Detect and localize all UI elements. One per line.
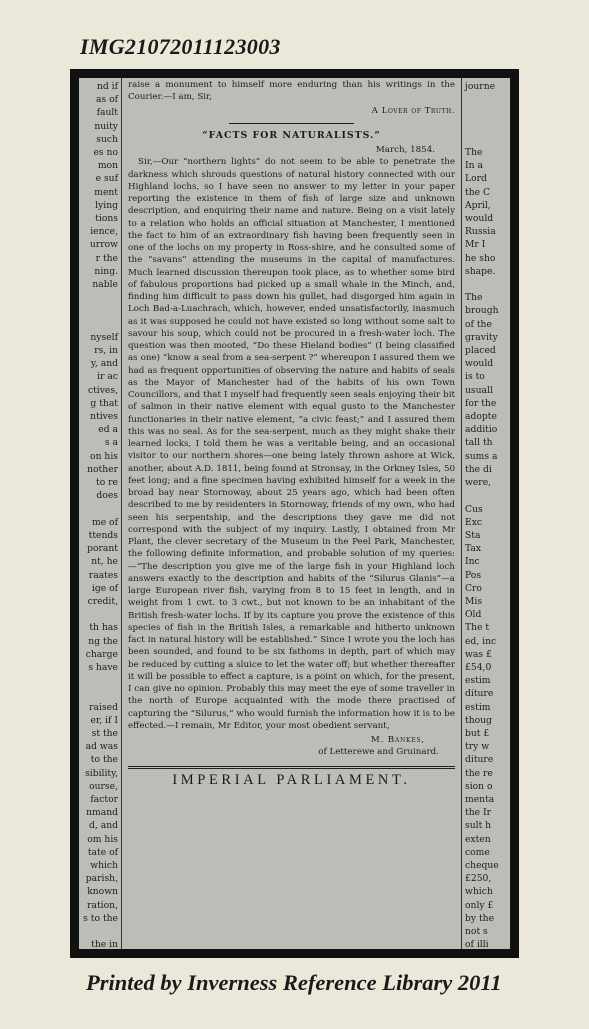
left-column-line: es no — [93, 147, 118, 159]
left-column-line: the in — [91, 939, 118, 949]
left-column-line: porant — [87, 543, 118, 555]
right-column-line: sult h — [465, 820, 492, 832]
left-column-line — [79, 674, 121, 687]
left-column-line: ctives, — [87, 384, 118, 396]
scan-frame — [70, 69, 519, 958]
right-column-line: ed, inc — [465, 635, 497, 647]
left-column-line: ed a — [98, 424, 118, 436]
right-column-line: Cro — [465, 582, 482, 594]
left-column-line: factor — [90, 793, 118, 805]
left-column-line: known — [87, 886, 118, 898]
right-column-line: Mr I — [465, 239, 486, 251]
section-divider — [128, 766, 455, 769]
left-column-line: ment — [94, 186, 118, 198]
right-column-line: In a — [465, 160, 483, 172]
right-column-line: the di — [465, 463, 492, 475]
right-column-line: Cus — [465, 503, 483, 515]
right-column-line: Mis — [465, 595, 483, 607]
left-column-line: raates — [88, 569, 118, 581]
left-column-line — [79, 687, 121, 700]
right-column-line: brough — [465, 305, 499, 317]
left-column-line: nable — [92, 279, 118, 291]
right-column-fragment — [461, 78, 510, 949]
right-column-line: placed — [465, 345, 496, 357]
right-column-line: April, — [465, 199, 491, 211]
right-column-line: Russia — [465, 226, 496, 238]
right-column-line: The t — [465, 622, 490, 634]
right-column-line — [462, 278, 510, 291]
right-column-line: by the — [465, 912, 495, 924]
left-column-line: th has — [89, 622, 118, 634]
right-column-line: diture — [465, 754, 494, 766]
right-column-line: come — [465, 846, 490, 858]
right-column-line — [462, 489, 510, 502]
right-column-line: for the — [465, 397, 497, 409]
right-column-line: adopte — [465, 411, 497, 423]
right-column-line: the re — [465, 767, 493, 779]
right-column-line: shape. — [465, 265, 496, 277]
left-column-line: er, if I — [90, 714, 118, 726]
footer-credit: Printed by Inverness Reference Library 2011 — [86, 970, 502, 995]
left-column-line: ntives — [90, 411, 118, 423]
right-column-line: exten — [465, 833, 491, 845]
left-column-line: fault — [96, 107, 118, 119]
right-column-line: the C — [465, 186, 490, 198]
right-column-line: were, — [465, 477, 492, 489]
right-column-line: diture — [465, 688, 494, 700]
right-column-line: Pos — [465, 569, 482, 581]
right-column-line: would — [465, 213, 494, 225]
right-column-line: menta — [465, 793, 495, 805]
right-column-line: journe — [465, 81, 496, 92]
right-column-line: he sho — [465, 252, 496, 264]
left-column-line: nyself — [90, 331, 118, 343]
left-column-line: to re — [96, 477, 118, 489]
right-column-line: Exc — [465, 516, 483, 528]
left-column-line: ning. — [94, 265, 118, 277]
left-column-line: om his — [87, 833, 118, 845]
left-column-line: parish, — [85, 873, 118, 885]
right-column-line: try w — [465, 741, 490, 753]
left-column-line: me of — [91, 516, 118, 528]
image-id-label: IMG21072011123003 — [80, 34, 281, 59]
right-column-line: The — [465, 292, 483, 304]
left-column-line: st the — [91, 727, 118, 739]
right-column-line: tall th — [465, 437, 493, 449]
left-column-line: charge — [85, 648, 118, 660]
right-column-line — [462, 120, 510, 133]
left-column-line: rs, in — [94, 345, 118, 357]
right-column-line: but £ — [465, 727, 490, 739]
right-column-line — [462, 93, 510, 106]
article-dateline: March, 1854. — [375, 145, 435, 155]
right-column-line: which — [465, 886, 493, 898]
signature-place: of Letterewe and Gruinard. — [318, 747, 439, 758]
right-column-line: Sta — [465, 529, 481, 541]
left-column-line: r the — [95, 252, 118, 264]
left-column-line: tate of — [87, 846, 118, 858]
left-column-line: ad was — [85, 741, 118, 753]
right-column-line: Lord — [465, 173, 487, 185]
right-column-line: Tax — [465, 543, 482, 555]
newspaper-clipping — [79, 78, 510, 949]
left-column-line: such — [96, 133, 118, 145]
left-column-line: nd if — [96, 81, 118, 92]
left-column-line: s have — [88, 661, 118, 673]
right-column-line: sion o — [465, 780, 493, 792]
right-column-line: of the — [465, 318, 492, 330]
signature-name: M. Bankes, — [370, 735, 425, 745]
left-column-line: sibility, — [85, 767, 118, 779]
left-column-line: urrow — [89, 239, 118, 251]
left-column-line: lying — [95, 199, 118, 211]
left-column-line: nother — [87, 463, 118, 475]
right-column-line: The — [465, 147, 483, 159]
left-column-line: ttends — [88, 529, 118, 541]
left-column-line: tions — [95, 213, 118, 225]
left-column-line: nuity — [94, 120, 118, 132]
left-column-line: s a — [104, 437, 118, 449]
left-column-line — [79, 318, 121, 331]
article-body: Sir,—Our “northern lights” do not seem to be able to penetrate the darkness which shrouds questions of natural history connected with our Highland lochs, so I have seen no answer to my letter in your paper reporting the existence in them of fish of large size and unknown description, and enquiring their name and nature. Being on a visit lately to a relation who holds an official situation at Manchester, I mentioned the fact to him of an extraordinary fish having been frequently seen in one of the lochs on my property in Ross-shire, and he consulted some of the “savans” attending the museums in the capital of manufactures. Much learned discussion thereupon took place, as to whether some bird of fabulous proportions had picked up a small whale in the Minch, and, finding him difficult to pass down his gullet, had disgorged him again in Loch Bad-a-Luachrach, which, however, ended unsatisfactorily, inasmuch as it was supposed he could not have existed so long without some salt to savour his soup, which could not be procured in a fresh-water loch. The question was then mooted, “Do these Hieland bodies” (I being classified as one) “know a seal from a sea-serpent ?” whereupon I assured them we had as frequent opportunities of observing the nature and habits of seals as the Mayor of Manchester had of the habits of his own Town Councillors, and that I myself had frequently seen seals enjoying their bit of salmon in their native element with equal gusto to the Manchester functionaries in their native element, “a civic feast;” and I assured them this was no seal. As for the sea-serpent, much as they might shake their learned locks, I told them he was a veritable being, and an occasional visitor to our northern shores—one being lately thrown ashore at Wick, another, about A.D. 1811, being found at Stronsay, in the Orkney Isles, 50 feet long; and a fine specimen having exhibited himself for a week in the broad bay near Stornoway, about 25 years ago, which had been often described to me by residenters in Stornoway, friends of my own, who had seen his serpentship, and the descriptions they gave me did not correspond with the subject of my inquiry. Lastly, I obtained from Mr Plant, the clever secretary of the Museum in the Peel Park, Manchester, the following definite information, and probable solution of my queries:—“The description you give me of the large fish in your Highland loch answers exactly to the description and habits of the “Silurus Glanis”—a large European river fish, varying from 8 to 15 feet in length, and in weight from 1 cwt. to 3 cwt., but not known to be an inhabitant of the British fresh-water lochs. If by its capture you prove the existence of this species of fish in the British Isles, a remarkable and hitherto unknown fact in natural history will be established.” Since I wrote you the loch has been sounded, and found to be six fathoms in depth, part of which may be reduced by cutting a sluice to let the water off; but whether thereafter it will be possible to effect a capture, is a point on which, for the present, I can give no opinion. Probably this may meet the eye of some traveller in the north of Europe acquainted with the mode there practised of capturing the “Silurus,” who would furnish the information how it is to be effected.—I remain, Mr Editor, your most obedient servant, — [128, 157, 455, 731]
left-column-line: mon — [97, 160, 118, 172]
left-column-line: ourse, — [89, 780, 118, 792]
right-column-line: only £ — [465, 899, 494, 911]
right-column-line: estim — [465, 675, 491, 687]
right-column-line: additio — [465, 424, 498, 436]
left-column-line: g that — [90, 397, 118, 409]
left-column-line: y, and — [90, 358, 118, 370]
right-column-line: cheque — [465, 859, 499, 871]
article-title: “FACTS FOR NATURALISTS.” — [202, 129, 381, 141]
right-column-line — [462, 133, 510, 146]
left-column-line: ience, — [90, 226, 118, 238]
right-column-line: would — [465, 358, 494, 370]
right-column-line: was £ — [465, 648, 492, 660]
left-column-line — [79, 304, 121, 317]
right-column-line: is to — [465, 371, 485, 383]
continued-signoff: A Lover of Truth. — [371, 105, 455, 116]
right-column-line — [462, 106, 510, 119]
right-column-line: of illi — [465, 939, 489, 949]
right-column-line: estim — [465, 701, 491, 713]
left-column-line: e suf — [95, 173, 118, 185]
right-column-line: gravity — [465, 331, 498, 343]
left-column-line: on his — [90, 450, 118, 462]
right-column-line: usuall — [465, 384, 493, 396]
left-column-line: d, and — [89, 820, 118, 832]
left-column-line: which — [90, 859, 118, 871]
left-column-line: ige of — [91, 582, 118, 594]
right-column-line: Old — [465, 609, 482, 621]
article-column — [123, 78, 460, 949]
left-column-line: does — [96, 490, 118, 502]
left-column-line — [79, 608, 121, 621]
left-column-fragment — [79, 78, 122, 949]
left-column-line: raised — [89, 701, 118, 713]
section-heading: IMPERIAL PARLIAMENT. — [172, 771, 411, 788]
left-column-line: nt, he — [91, 556, 118, 568]
right-column-line: £250, — [465, 873, 492, 885]
left-column-line — [79, 503, 121, 516]
left-column-line: nmand — [86, 807, 118, 819]
left-column-line: s to the — [83, 912, 118, 924]
right-column-line: thoug — [465, 714, 492, 726]
left-column-line — [79, 291, 121, 304]
left-column-line: ir ac — [97, 371, 118, 383]
left-column-line: credit, — [87, 595, 118, 607]
right-column-line: not s — [465, 926, 488, 937]
article-divider — [229, 123, 353, 124]
right-column-line: the Ir — [465, 807, 491, 819]
left-column-line — [79, 925, 121, 938]
left-column-line: ration, — [87, 899, 118, 911]
left-column-line: ng the — [88, 635, 118, 647]
right-column-line: Inc — [465, 556, 480, 568]
left-column-line: as of — [95, 94, 118, 106]
right-column-line: £54,0 — [465, 661, 492, 673]
right-column-line: sums a — [465, 450, 498, 462]
left-column-line: to the — [90, 754, 118, 766]
continued-text: raise a monument to himself more enduring than his writings in the Courier.—I am, Sir, — [128, 80, 455, 103]
